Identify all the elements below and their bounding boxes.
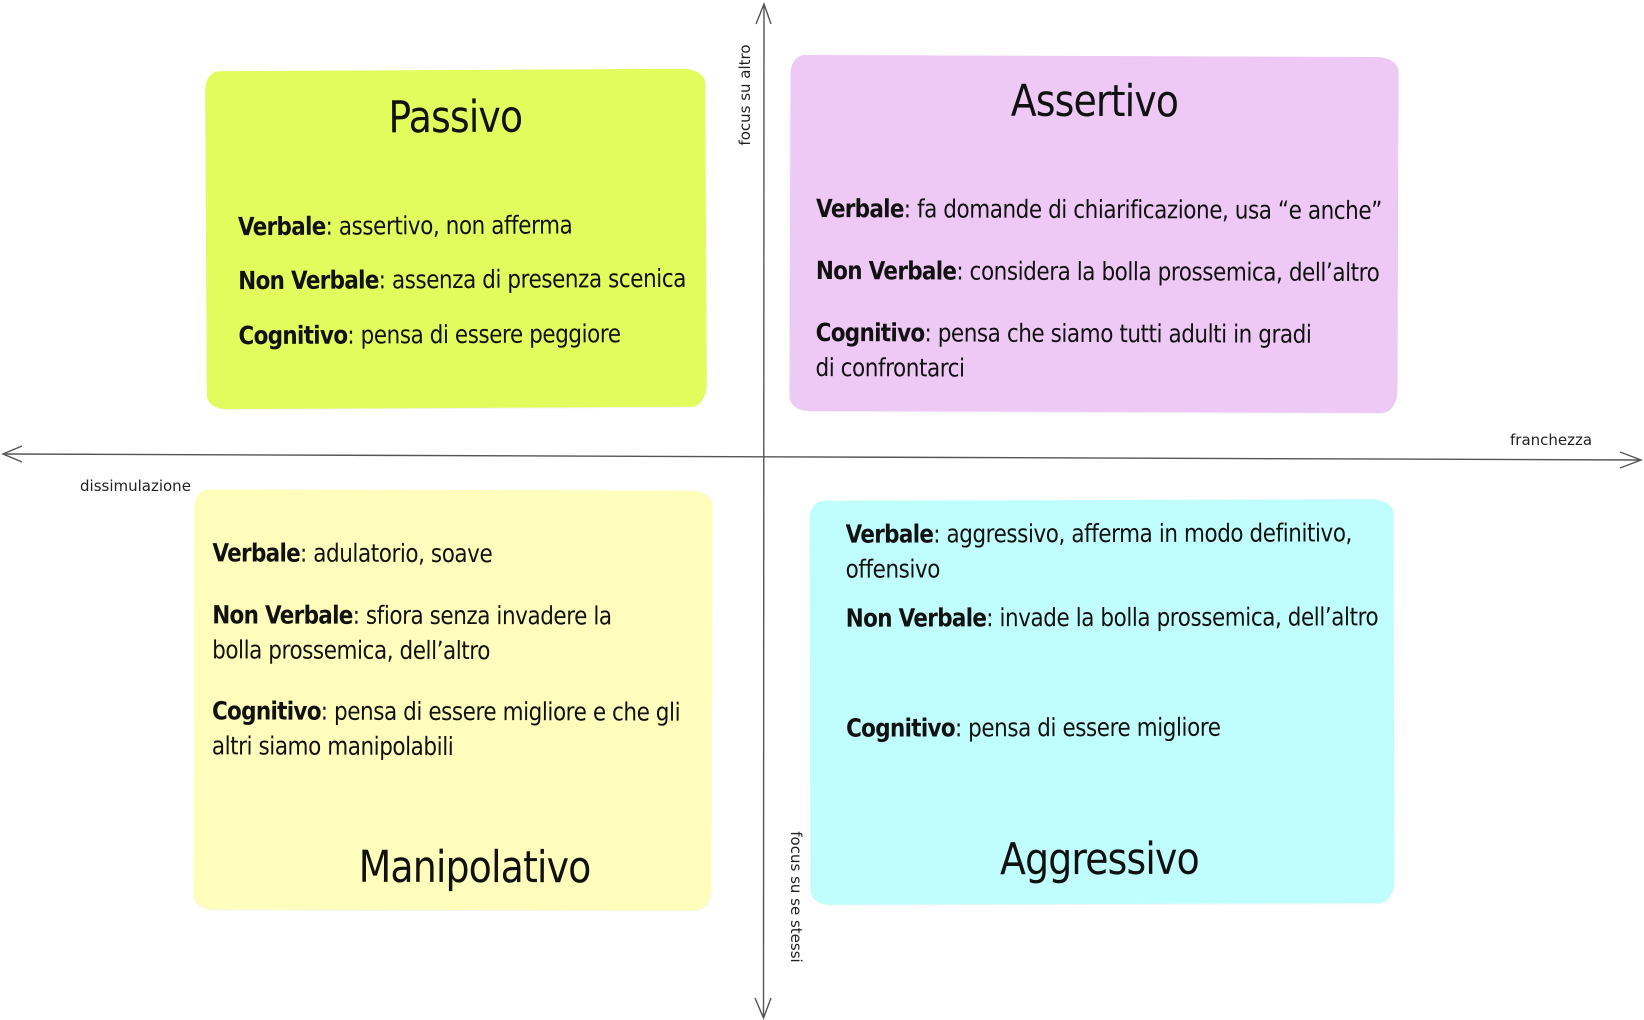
cognitivo-row — [815, 315, 1331, 387]
row-text: : pensa di essere peggiore — [347, 319, 621, 350]
quadrant-title: Passivo — [388, 91, 523, 144]
row-label: Cognitivo — [846, 713, 955, 743]
quadrant-manipolativo — [193, 489, 712, 910]
non-verbale-row — [846, 599, 1396, 635]
row-text: : assenza di presenza scenica — [378, 263, 687, 295]
row-label: Verbale — [237, 211, 326, 242]
row-label: Verbale — [212, 538, 301, 568]
non-verbale-row — [816, 253, 1401, 290]
row-text: : aggressivo, afferma in modo definitivo, offensivo — [845, 518, 1352, 584]
row-label: Non Verbale — [845, 603, 987, 633]
row-label: Non Verbale — [815, 256, 957, 286]
non-verbale-row — [238, 261, 720, 299]
row-text: : sfiora senza invadere la bolla prossemica, dell’altro — [212, 600, 612, 666]
row-text: : considera la bolla prossemica, dell’altro — [956, 256, 1380, 287]
cognitivo-row — [238, 316, 668, 353]
verbale-row — [846, 515, 1362, 586]
vertical-axis — [755, 4, 771, 1018]
row-label: Verbale — [816, 194, 904, 224]
row-text: : adulatorio, soave — [300, 538, 493, 569]
axis-label-right: franchezza — [1510, 431, 1593, 449]
axis-label-top: focus su altro — [736, 44, 754, 146]
quadrant-aggressivo — [809, 499, 1394, 905]
quadrant-title: Manipolativo — [358, 841, 591, 894]
row-label: Non Verbale — [238, 265, 379, 296]
row-label: Cognitivo — [211, 696, 321, 726]
cognitivo-row — [212, 693, 711, 764]
row-label: Cognitivo — [815, 318, 925, 348]
row-text: : assertivo, non afferma — [325, 210, 573, 241]
row-label: Cognitivo — [238, 320, 348, 351]
row-text: : pensa che siamo tutti adulti in gradi di confrontarci — [815, 318, 1312, 383]
verbale-row — [212, 535, 711, 571]
row-text: : pensa di essere migliore — [954, 712, 1221, 743]
verbale-row — [816, 191, 1401, 228]
row-text: : pensa di essere migliore e che gli altri siamo manipolabili — [211, 696, 681, 762]
row-text: : invade la bolla prossemica, dell’altro — [986, 602, 1379, 633]
row-label: Non Verbale — [212, 600, 353, 630]
row-text: : fa domande di chiarificazione, usa “e anche” — [903, 194, 1382, 226]
horizontal-axis — [3, 446, 1641, 468]
row-label: Verbale — [845, 519, 934, 549]
verbale-row — [238, 207, 668, 244]
cognitivo-row — [846, 709, 1362, 745]
quadrant-title: Aggressivo — [999, 833, 1199, 886]
axis-label-bottom: focus su se stessi — [787, 831, 805, 963]
axis-label-left: dissimulazione — [80, 477, 191, 495]
quadrant-assertivo — [789, 55, 1398, 413]
quadrant-passivo — [205, 69, 707, 410]
non-verbale-row — [212, 597, 659, 668]
quadrant-title: Assertivo — [1010, 75, 1179, 128]
